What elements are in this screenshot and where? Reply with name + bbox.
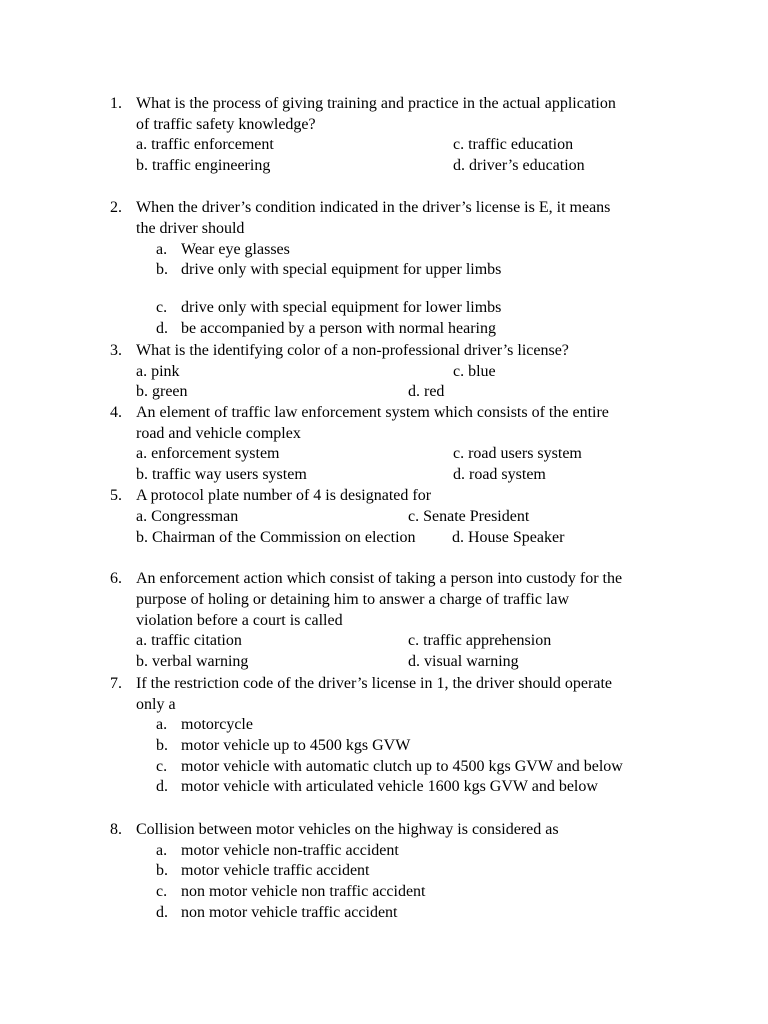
question-number: 8. [110,821,122,838]
option-c: c. traffic education [453,136,574,153]
option-b: motor vehicle up to 4500 kgs GVW [181,737,411,754]
question-text: only a [136,696,176,713]
option-letter: b. [156,261,168,278]
option-b: b. verbal warning [136,653,249,670]
question-text: An enforcement action which consist of taking a person into custody for the [136,570,623,587]
question-text: purpose of holing or detaining him to answer a charge of traffic law [136,591,570,608]
option-letter: d. [156,320,168,337]
option-letter: a. [156,241,168,258]
option-letter: a. [156,716,168,733]
option-letter: d. [156,904,168,921]
option-b: b. Chairman of the Commission on election [136,529,416,546]
option-d: d. visual warning [408,653,519,670]
option-c: c. road users system [453,445,582,462]
option-a: a. traffic citation [136,632,242,649]
option-letter: d. [156,778,168,795]
question-text: road and vehicle complex [136,425,301,442]
option-c: c. Senate President [408,508,530,525]
question-number: 4. [110,404,122,421]
option-c: non motor vehicle non traffic accident [181,883,426,900]
question-number: 3. [110,342,122,359]
question-text: If the restriction code of the driver’s license in 1, the driver should operate [136,675,612,692]
option-letter: c. [156,758,168,775]
option-d: d. driver’s education [453,157,585,174]
option-a: a. traffic enforcement [136,136,274,153]
question-number: 7. [110,675,122,692]
option-letter: c. [156,883,168,900]
option-d: d. red [408,383,445,400]
option-letter: b. [156,862,168,879]
question-number: 5. [110,487,122,504]
option-a: motor vehicle non-traffic accident [181,842,399,859]
question-text: What is the identifying color of a non-professional driver’s license? [136,342,569,359]
option-letter: b. [156,737,168,754]
option-a: a. enforcement system [136,445,280,462]
option-a: a. pink [136,363,180,380]
question-text: What is the process of giving training and practice in the actual application [136,95,616,112]
question-text: When the driver’s condition indicated in the driver’s license is E, it means [136,199,611,216]
option-d: non motor vehicle traffic accident [181,904,398,921]
question-number: 2. [110,199,122,216]
option-c: c. blue [453,363,496,380]
option-a: Wear eye glasses [181,241,290,258]
option-d: d. road system [453,466,546,483]
option-a: motorcycle [181,716,253,733]
question-number: 1. [110,95,122,112]
option-c: c. traffic apprehension [408,632,552,649]
option-letter: c. [156,299,168,316]
option-c: drive only with special equipment for lower limbs [181,299,502,316]
question-text: Collision between motor vehicles on the highway is considered as [136,821,559,838]
question-text: violation before a court is called [136,612,343,629]
question-number: 6. [110,570,122,587]
option-d: motor vehicle with articulated vehicle 1600 kgs GVW and below [181,778,598,795]
option-b: drive only with special equipment for upper limbs [181,261,502,278]
option-b: b. green [136,383,188,400]
option-b: b. traffic engineering [136,157,271,174]
question-text: A protocol plate number of 4 is designated for [136,487,432,504]
option-a: a. Congressman [136,508,239,525]
option-letter: a. [156,842,168,859]
question-text: of traffic safety knowledge? [136,116,316,133]
question-text: the driver should [136,220,245,237]
option-b: b. traffic way users system [136,466,307,483]
option-b: motor vehicle traffic accident [181,862,370,879]
option-d: d. House Speaker [452,529,565,546]
option-c: motor vehicle with automatic clutch up to 4500 kgs GVW and below [181,758,623,775]
option-d: be accompanied by a person with normal hearing [181,320,496,337]
question-text: An element of traffic law enforcement system which consists of the entire [136,404,609,421]
